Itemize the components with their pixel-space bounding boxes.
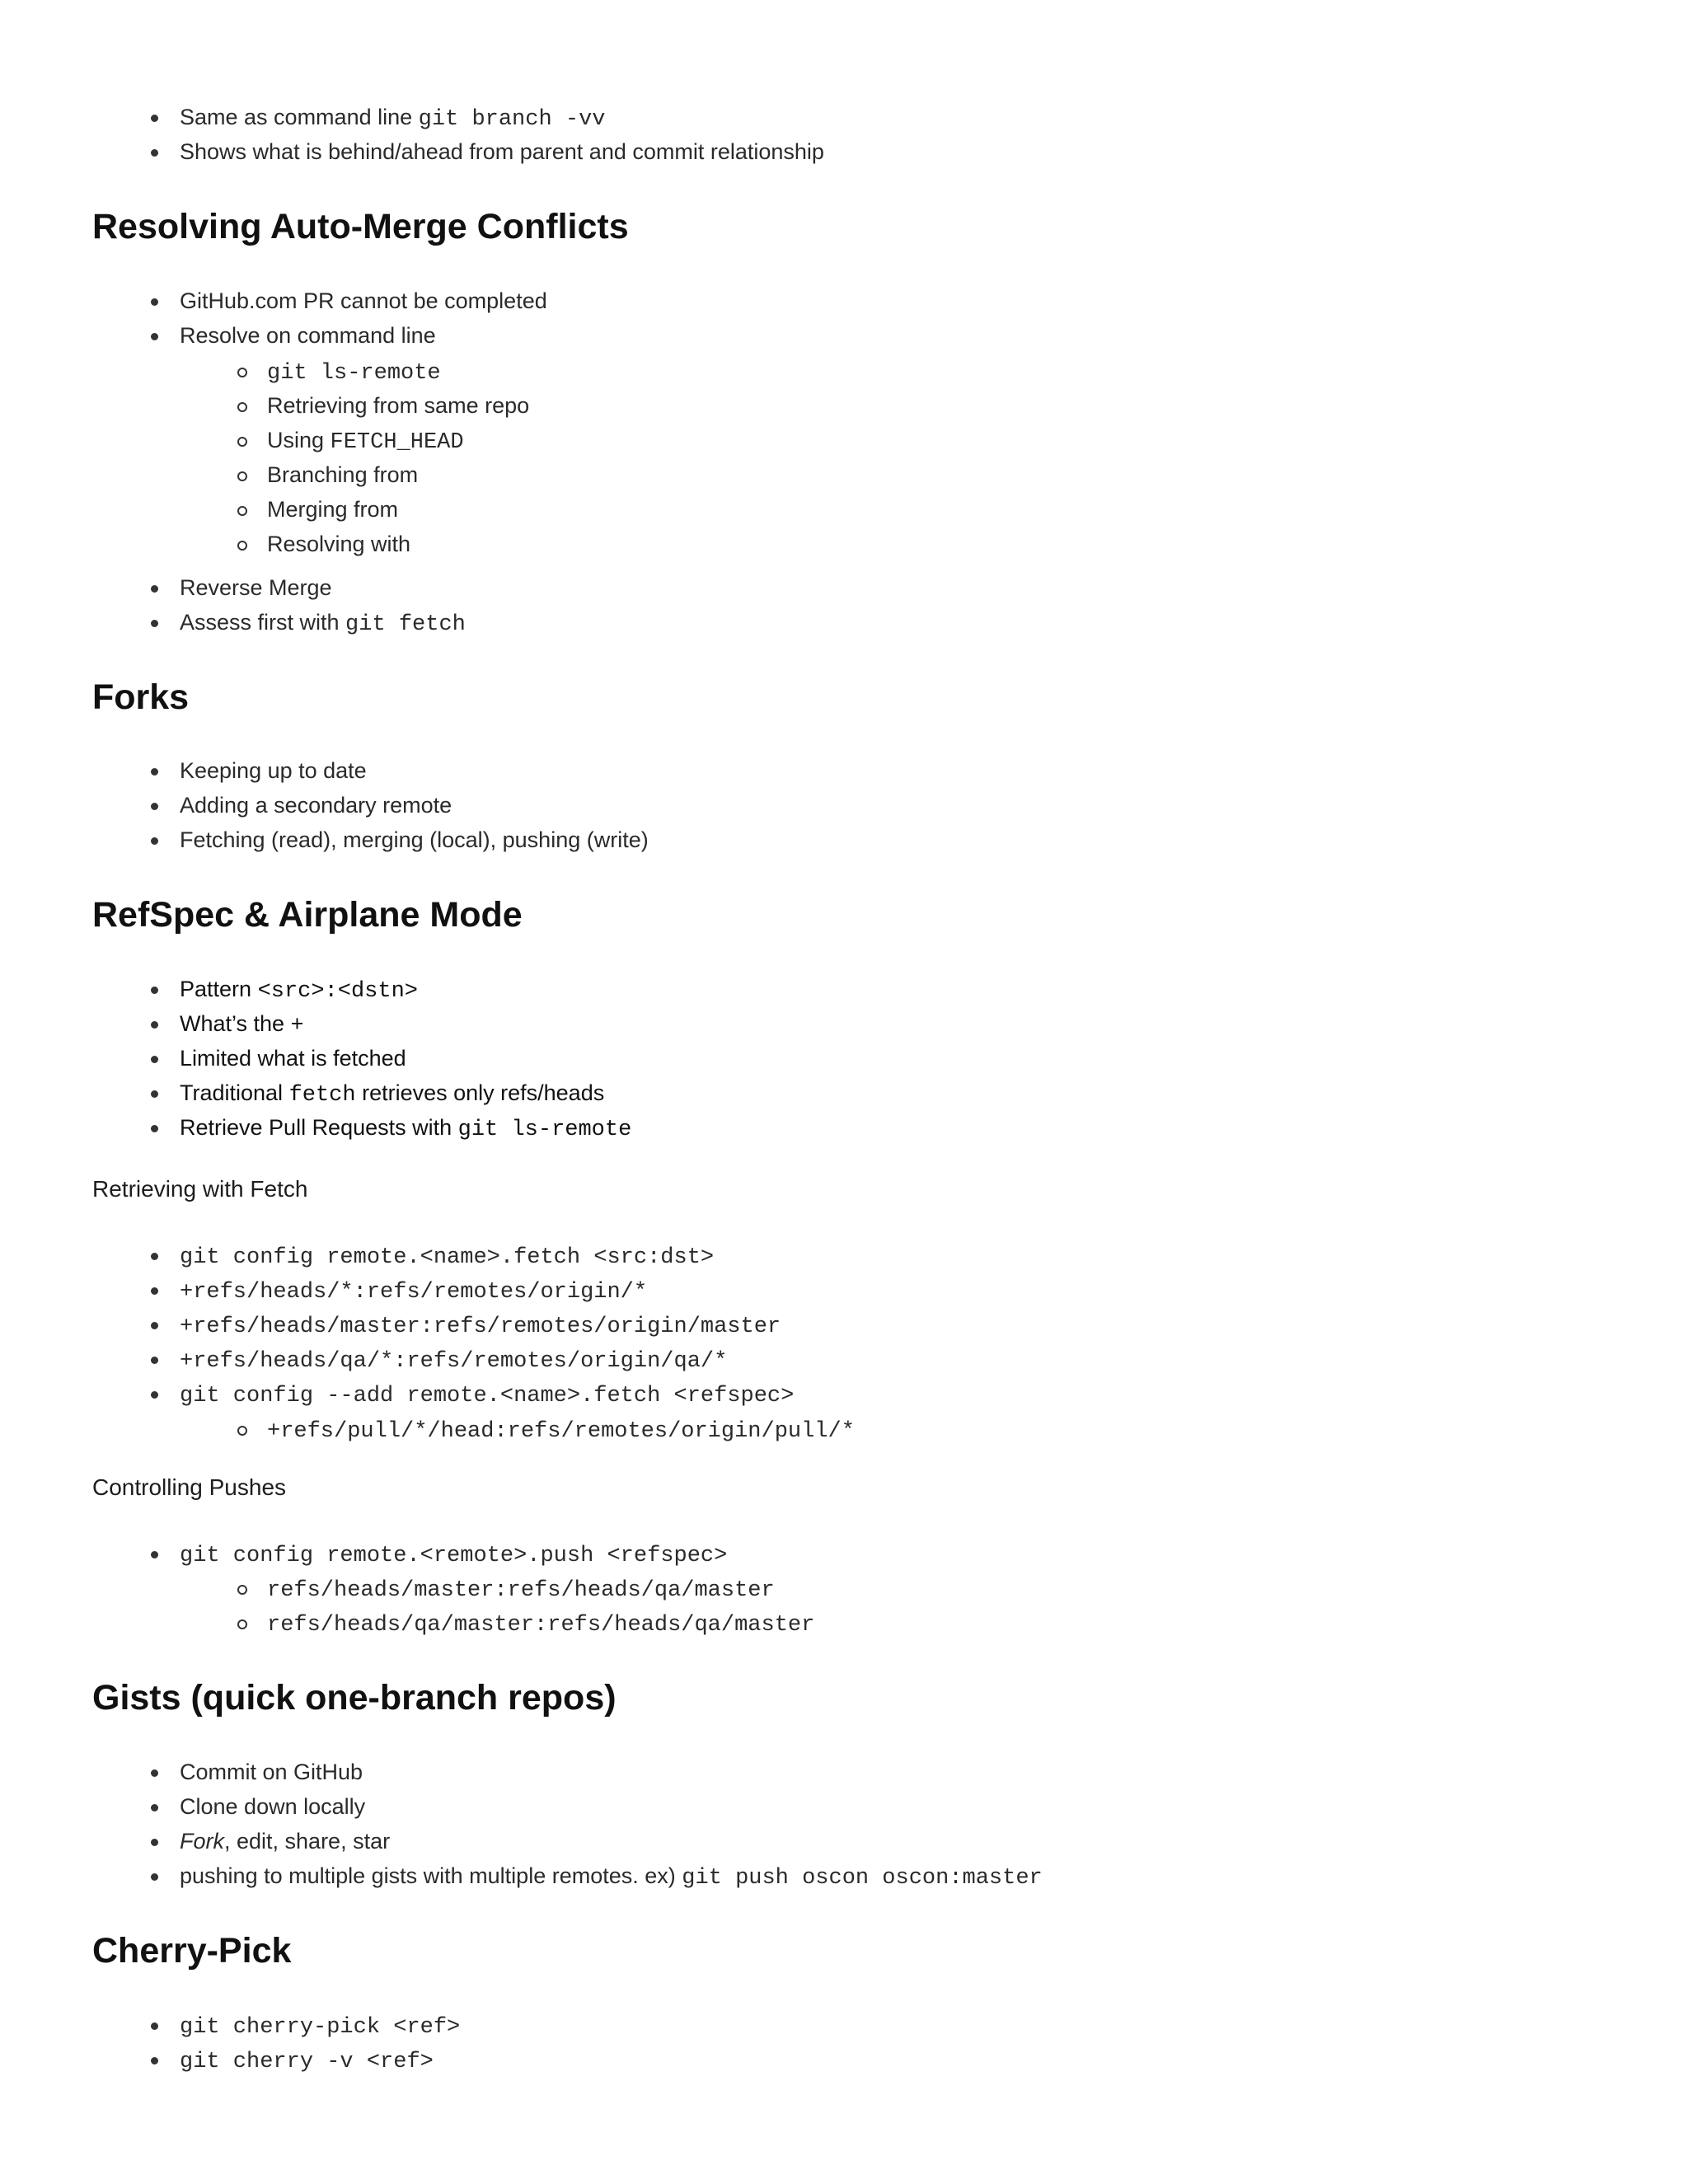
sub-list-item: Merging from <box>267 497 399 522</box>
section-heading-forks: Forks <box>92 677 190 717</box>
list-item: Commit on GitHub <box>180 1760 363 1784</box>
list-item: Assess first with git fetch <box>180 610 466 637</box>
code-line: git config remote.<remote>.push <refspec> <box>180 1544 728 1568</box>
sub-list-item: Retrieving from same repo <box>267 393 530 418</box>
list-item: Same as command line git branch -vv <box>180 105 606 132</box>
list-item: GitHub.com PR cannot be completed <box>180 288 547 313</box>
code-line: git cherry-pick <ref> <box>180 2015 461 2040</box>
list-item: Pattern <src>:<dstn> <box>180 977 418 1004</box>
list-item: Limited what is fetched <box>180 1046 406 1071</box>
sub-list-item <box>267 1577 775 1602</box>
inline-code: git push oscon oscon:master <box>682 1866 1043 1891</box>
sub-list-item <box>267 1612 814 1637</box>
sub-list-item: Resolving with <box>267 532 411 556</box>
list-item: pushing to multiple gists with multiple remotes. ex) git push oscon oscon:master <box>180 1863 1043 1891</box>
emphasis: Fork <box>180 1829 224 1854</box>
code-line: +refs/heads/*:refs/remotes/origin/* <box>180 1280 648 1305</box>
list-item <box>180 1543 727 1568</box>
sub-list-item: Branching from <box>267 462 419 487</box>
subsection-heading-fetch: Retrieving with Fetch <box>92 1176 308 1202</box>
inline-code: git branch -vv <box>418 107 606 132</box>
list-item: Clone down locally <box>180 1794 366 1819</box>
code-line: refs/heads/master:refs/heads/qa/master <box>267 1578 775 1603</box>
code-line: git cherry -v <ref> <box>180 2050 434 2074</box>
list-item <box>180 1314 781 1338</box>
inline-code: git ls-remote <box>457 1118 632 1142</box>
list-item: Retrieve Pull Requests with git ls-remote <box>180 1115 632 1142</box>
list-item <box>180 1348 727 1373</box>
list-item <box>180 1383 794 1408</box>
list-item <box>180 1279 647 1304</box>
code-line: git config --add remote.<name>.fetch <refspec> <box>180 1384 795 1408</box>
list-item: Adding a secondary remote <box>180 793 452 818</box>
section-heading-refspec: RefSpec & Airplane Mode <box>92 895 523 935</box>
list-item <box>180 2049 434 2074</box>
section-heading-cherry-pick: Cherry-Pick <box>92 1931 292 1971</box>
code-line: +refs/heads/qa/*:refs/remotes/origin/qa/* <box>180 1349 728 1374</box>
code-line: git config remote.<name>.fetch <src:dst> <box>180 1245 715 1270</box>
list-item: Reverse Merge <box>180 575 332 600</box>
section-heading-auto-merge: Resolving Auto-Merge Conflicts <box>92 207 629 246</box>
inline-code: git fetch <box>345 612 466 637</box>
code-line: +refs/pull/*/head:refs/remotes/origin/pull/* <box>267 1419 855 1444</box>
inline-code: FETCH_HEAD <box>330 430 464 455</box>
sub-list-item <box>267 360 441 385</box>
subsection-heading-pushes: Controlling Pushes <box>92 1474 287 1500</box>
code-line: +refs/heads/master:refs/remotes/origin/master <box>180 1315 781 1339</box>
list-item <box>180 1244 714 1269</box>
list-item: Traditional fetch retrieves only refs/heads <box>180 1080 605 1108</box>
list-item: Shows what is behind/ahead from parent and commit relationship <box>180 139 824 164</box>
inline-code: fetch <box>288 1083 356 1108</box>
list-item: Resolve on command line <box>180 323 436 348</box>
list-item: What’s the + <box>180 1011 304 1036</box>
sub-list-item <box>267 1418 855 1443</box>
list-item: Keeping up to date <box>180 758 367 783</box>
list-item: Fetching (read), merging (local), pushing (write) <box>180 827 649 852</box>
inline-code: <src>:<dstn> <box>257 979 418 1004</box>
inline-code: git ls-remote <box>267 361 441 386</box>
list-item <box>180 2014 460 2039</box>
code-line: refs/heads/qa/master:refs/heads/qa/master <box>267 1613 815 1638</box>
sub-list-item: Using FETCH_HEAD <box>267 428 464 455</box>
list-item: Fork, edit, share, star <box>180 1829 391 1854</box>
section-heading-gists: Gists (quick one-branch repos) <box>92 1678 617 1718</box>
